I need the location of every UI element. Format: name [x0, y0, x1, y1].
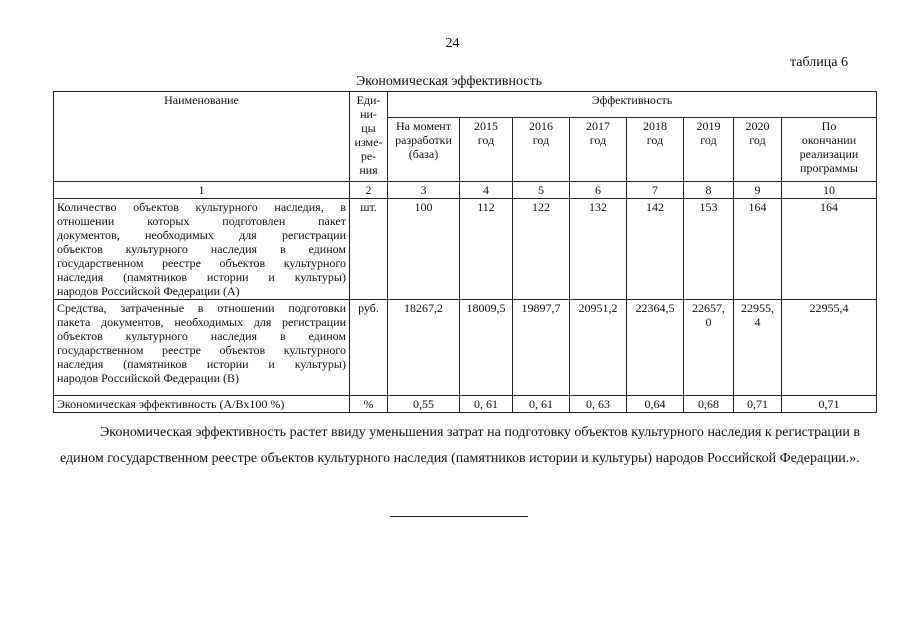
row-value: 22955,4 [782, 300, 877, 396]
row-value: 0,64 [627, 396, 684, 413]
header-final-line: окончании [801, 133, 857, 147]
row-value-part: 22955, [741, 301, 774, 315]
row-name-line: документов, необходимых для регистрации [57, 228, 346, 242]
header-year [570, 118, 627, 182]
row-name-line: объектов культурного наследия в едином [57, 329, 346, 343]
column-number: 8 [684, 182, 734, 199]
row-value: 164 [734, 199, 782, 300]
header-name: Наименование [54, 92, 350, 182]
header-base-line: На момент [396, 119, 451, 133]
row-value-wrapped [734, 300, 782, 396]
column-number: 7 [627, 182, 684, 199]
row-value: 0,55 [388, 396, 460, 413]
row-value: 22364,5 [627, 300, 684, 396]
header-unit-line: цы [361, 121, 376, 135]
row-value: 0,71 [782, 396, 877, 413]
page-number: 24 [445, 36, 460, 51]
row-value: 100 [388, 199, 460, 300]
column-number: 2 [350, 182, 388, 199]
header-base-line: разработки [395, 133, 452, 147]
row-name-line: отношении которых подготовлен пакет [57, 214, 346, 228]
header-year-value: 2020 [745, 119, 770, 133]
header-year [460, 118, 513, 182]
row-name-line: пакета документов, необходимых для регистрации [57, 315, 346, 329]
header-base-line: (база) [408, 147, 439, 161]
row-value: 0,71 [734, 396, 782, 413]
header-final-line: реализации [799, 147, 859, 161]
header-unit-line: ния [359, 163, 378, 177]
table-label: таблица 6 [790, 55, 848, 70]
table-row [54, 396, 877, 413]
header-year-word: год [589, 133, 607, 147]
header-unit-line: ре- [360, 149, 377, 163]
row-name-line: Средства, затраченные в отношении подготовки [57, 301, 346, 315]
column-number: 1 [54, 182, 350, 199]
row-value: 20951,2 [570, 300, 627, 396]
efficiency-table [53, 91, 877, 413]
column-number: 5 [513, 182, 570, 199]
header-year [684, 118, 734, 182]
column-number-row [54, 182, 877, 199]
row-name-line: объектов культурного наследия в едином [57, 242, 346, 256]
row-value: 0,68 [684, 396, 734, 413]
row-value-part: 4 [754, 315, 761, 329]
row-name [54, 300, 350, 396]
column-number: 10 [782, 182, 877, 199]
header-year-value: 2018 [643, 119, 667, 133]
row-value: 0, 63 [570, 396, 627, 413]
column-number: 3 [388, 182, 460, 199]
row-name-line: наследия (памятников истории и культуры) [57, 270, 346, 284]
header-year-word: год [700, 133, 717, 147]
row-name [54, 199, 350, 300]
header-final-line: По [821, 119, 837, 133]
header-year-value: 2019 [696, 119, 721, 133]
footer-rule [390, 516, 528, 517]
table-row [54, 300, 877, 396]
row-value: 122 [513, 199, 570, 300]
header-year [734, 118, 782, 182]
header-final-line: программы [800, 161, 858, 175]
header-unit-line: Еди- [356, 93, 381, 107]
header-year-word: год [532, 133, 550, 147]
row-name-line: государственном реестре объектов культурного [57, 343, 346, 357]
row-name-line: Количество объектов культурного наследия, в [57, 200, 346, 214]
row-value: 112 [460, 199, 513, 300]
row-value: 0, 61 [460, 396, 513, 413]
row-value: 153 [684, 199, 734, 300]
header-unit-line: ни- [360, 107, 377, 121]
column-number: 4 [460, 182, 513, 199]
row-value: 142 [627, 199, 684, 300]
header-year-word: год [477, 133, 495, 147]
column-number: 9 [734, 182, 782, 199]
row-value-part: 0 [705, 315, 712, 329]
row-value: 18267,2 [388, 300, 460, 396]
row-unit: % [350, 396, 388, 413]
table-row [54, 199, 877, 300]
column-number: 6 [570, 182, 627, 199]
header-unit [350, 92, 388, 182]
header-year [513, 118, 570, 182]
header-year-value: 2016 [529, 119, 553, 133]
row-name-line: народов Российской Федерации (А) [57, 284, 240, 298]
header-efficiency: Эффективность [388, 92, 877, 118]
header-year-word: год [749, 133, 766, 147]
row-unit: руб. [350, 300, 388, 396]
header-year-word: год [646, 133, 664, 147]
row-name: Экономическая эффективность (А/Вх100 %) [54, 396, 350, 413]
header-final [782, 118, 877, 182]
row-value: 18009,5 [460, 300, 513, 396]
header-base [388, 118, 460, 182]
row-value-wrapped [684, 300, 734, 396]
row-value: 0, 61 [513, 396, 570, 413]
row-name-line: государственном реестре объектов культурного [57, 256, 346, 270]
header-unit-line: изме- [354, 135, 383, 149]
header-year-value: 2015 [474, 119, 498, 133]
row-value: 132 [570, 199, 627, 300]
row-unit: шт. [350, 199, 388, 300]
row-name-line: народов Российской Федерации (В) [57, 371, 239, 385]
row-value: 19897,7 [513, 300, 570, 396]
header-year [627, 118, 684, 182]
header-year-value: 2017 [586, 119, 610, 133]
conclusion-paragraph: Экономическая эффективность растет ввиду уменьшения затрат на подготовку объектов культурного наследия к регистрации в едином государственном реестре объектов культурного наследия (памятников истории и культуры) народов Российской Федерации.». [60, 425, 860, 466]
row-name-line: наследия (памятников истории и культуры) [57, 357, 346, 371]
row-value: 164 [782, 199, 877, 300]
table-title: Экономическая эффективность [356, 74, 543, 89]
row-value-part: 22657, [692, 301, 725, 315]
